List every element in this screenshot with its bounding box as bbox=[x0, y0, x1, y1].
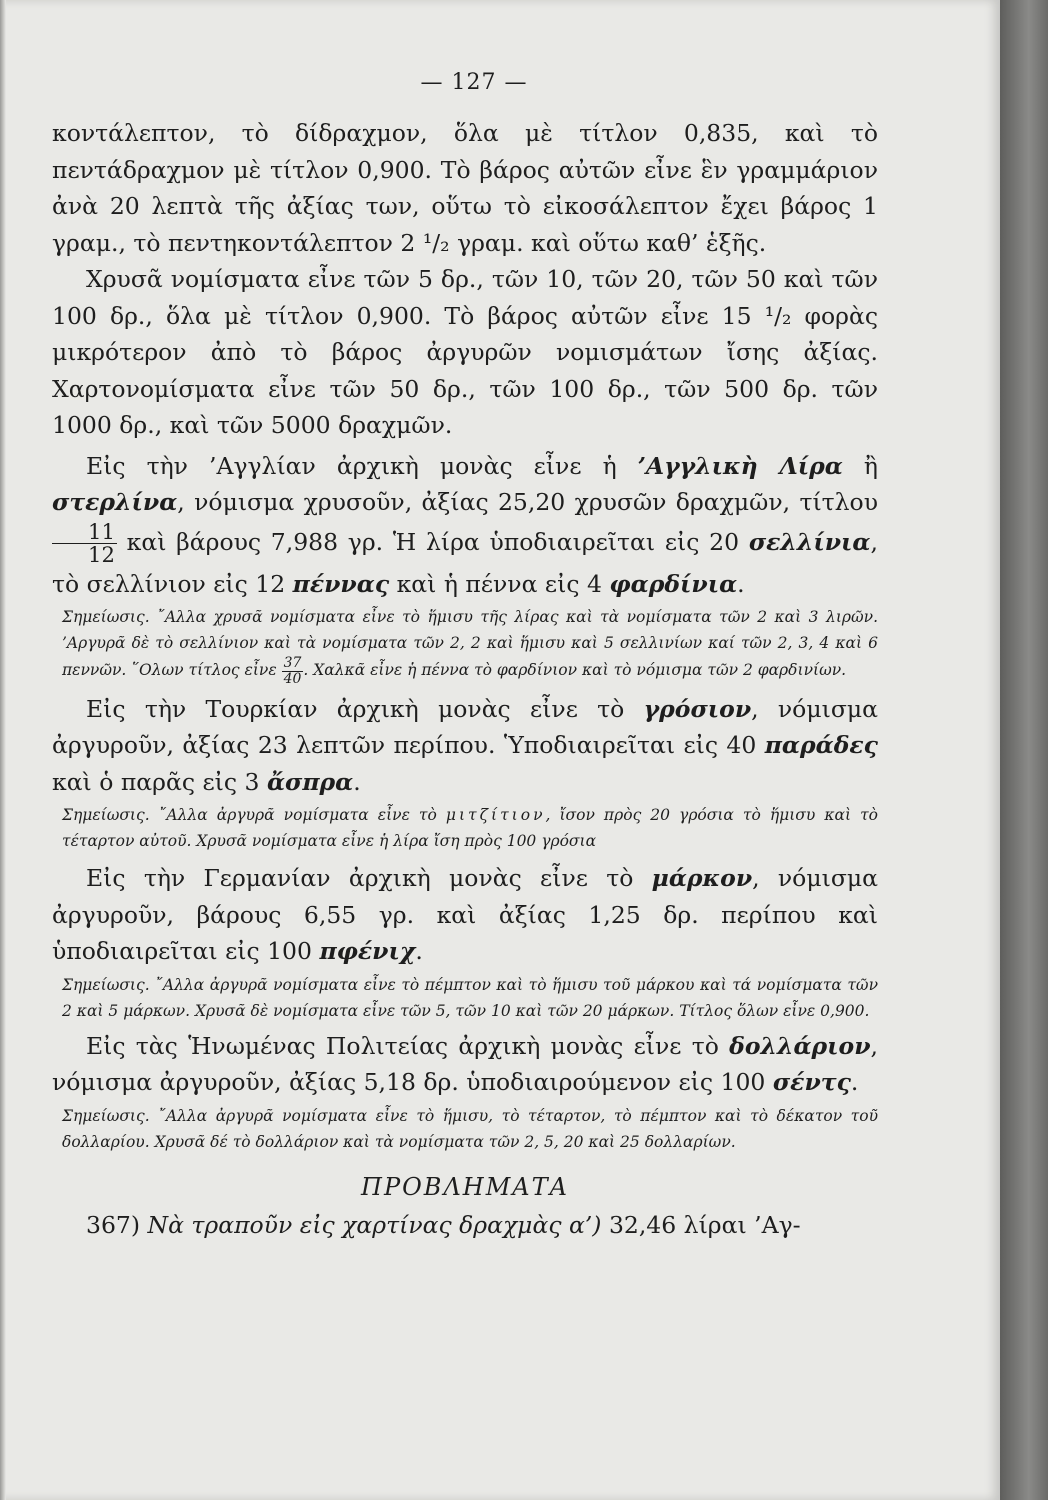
page-number: — 127 — bbox=[420, 70, 528, 95]
term-mark: μάρκον bbox=[651, 864, 753, 893]
term-shillings: σελλίνια bbox=[748, 527, 871, 556]
note-usa: Σημείωσις. ῎Αλλα ἀργυρᾶ νομίσματα εἶνε τὸ ἥμισυ, τὸ τέταρτον, τὸ πέμπτον καὶ τὸ δέκατον τοῦ δολλαρίου. Χρυσᾶ δέ τὸ δολλάριον καὶ τὰ νομίσματα τῶν 2, 5, 20 καὶ 25 δολλαρίων. bbox=[62, 1106, 878, 1151]
problem-367: 367) Νὰ τραποῦν εἰς χαρτίνας δραχμὰς α’) 32,46 λίραι ’Αγ- bbox=[86, 1210, 801, 1239]
term-aspra: ἄσπρα bbox=[266, 767, 354, 796]
paragraph-england: Εἰς τὴν ’Αγγλίαν ἀρχικὴ μονὰς εἶνε ἡ ’Αγγλικὴ Λίρα ἢ στερλίνα, νόμισμα χρυσοῦν, ἀξίας 25,20 χρυσῶν δραχμῶν, τίτλου $\frac{11}{12}$ καὶ βάρους 7,988 γρ. Ἡ λίρα ὑποδιαιρεῖται εἰς 20 σελλίνια, τὸ σελλίνιον εἰς 12 πέννας καὶ ἡ πέννα εἰς 4 φαρδίνια. bbox=[52, 451, 878, 598]
paragraph-turkey: Εἰς τὴν Τουρκίαν ἀρχικὴ μονὰς εἶνε τὸ γρόσιον, νόμισμα ἀργυροῦν, ἀξίας 23 λεπτῶν περίπου. Ὑποδιαιρεῖται εἰς 40 παράδες καὶ ὁ παρᾶς εἰς 3 ἄσπρα. bbox=[52, 694, 878, 796]
paragraph-silver-coins: κοντάλεπτον, τὸ δίδραχμον, ὅλα μὲ τίτλον 0,835, καὶ τὸ πεντάδραχμον μὲ τίτλον 0,900. Τὸ βάρος αὐτῶν εἶνε ἓν γραμμάριον ἀνὰ 20 λεπτὰ τῆς ἀξίας των, οὕτω τὸ εἰκοσάλεπτον ἔχει βάρος 1 γραμ., τὸ πεντηκοντάλεπτον 2 ¹/₂ γραμ. καὶ οὕτω καθ’ ἑξῆς. bbox=[52, 119, 878, 257]
page-content bbox=[52, 70, 878, 1243]
term-pfennig: πφένιχ bbox=[319, 937, 416, 966]
term-dollar: δολλάριον bbox=[729, 1031, 871, 1060]
term-pence: πέννας bbox=[292, 569, 390, 598]
note-england: Σημείωσις. ῎Αλλα χρυσᾶ νομίσματα εἶνε τὸ ἥμισυ τῆς λίρας καὶ τὰ νομίσματα τῶν 2 καὶ 3 λιρῶν. ’Αργυρᾶ δὲ τὸ σελλίνιον καὶ τὰ νομίσματα τῶν 2, 2 καὶ ἥμισυ καὶ 5 σελλινίων καί τῶν 2, 3, 4 καὶ 6 πεννῶν. ῞Ολων τίτλος εἶνε $\frac{37}{40}$ . Χαλκᾶ εἶνε ἡ πέννα τὸ φαρδίνιον καὶ τὸ νόμισμα τῶν 2 φαρδινίων. bbox=[62, 608, 878, 688]
term-english-pound: ’Αγγλικὴ Λίρα bbox=[637, 451, 843, 480]
paragraph-gold-coins: Χρυσᾶ νομίσματα εἶνε τῶν 5 δρ., τῶν 10, τῶν 20, τῶν 50 καὶ τῶν 100 δρ., ὅλα μὲ τίτλον 0,900. Τὸ βάρος αὐτῶν εἶνε 15 ¹/₂ φορὰς μικρότερον ἀπὸ τὸ βάρος ἀργυρῶν νομισμάτων ἴσης ἀξίας. Χαρτονομίσματα εἶνε τῶν 50 δρ., τῶν 100 δρ., τῶν 500 δρ. τῶν 1000 δρ., καὶ τῶν 5000 δραχμῶν. bbox=[52, 265, 878, 439]
term-farthings: φαρδίνια bbox=[609, 569, 738, 598]
page-gutter bbox=[0, 0, 6, 1500]
note-fraction: $\frac{37}{40}$ bbox=[283, 655, 302, 688]
note-germany: Σημείωσις. ῎Αλλα ἀργυρᾶ νομίσματα εἶνε τὸ πέμπτον καὶ τὸ ἥμισυ τοῦ μάρκου καὶ τά νομίσματα τῶν 2 καὶ 5 μάρκων. Χρυσᾶ δὲ νομίσματα εἶνε τῶν 5, τῶν 10 καὶ τῶν 20 μάρκων. Τίτλος ὅλων εἶνε 0,900. bbox=[62, 975, 878, 1020]
term-sterling: στερλίνα bbox=[52, 488, 178, 516]
term-cents: σέντς bbox=[772, 1068, 851, 1097]
term-parades: παράδες bbox=[764, 731, 878, 760]
paragraph-germany: Εἰς τὴν Γερμανίαν ἀρχικὴ μονὰς εἶνε τὸ μάρκον, νόμισμα ἀργυροῦν, βάρους 6,55 γρ. καὶ ἀξίας 1,25 δρ. περίπου καὶ ὑποδιαιρεῖται εἰς 100 πφένιχ. bbox=[52, 864, 878, 966]
page-edge bbox=[1000, 0, 1048, 1500]
note-turkey: Σημείωσις. ῎Αλλα ἀργυρᾶ νομίσματα εἶνε τὸ μιτζίτιον, ἴσον πρὸς 20 γρόσια τὸ ἥμισυ καὶ τὸ τέταρτον αὐτοῦ. Χρυσᾶ νομίσματα εἶνε ἡ λίρα ἴση πρὸς 100 γρόσια bbox=[62, 806, 879, 851]
term-grosion: γρόσιον bbox=[643, 694, 752, 723]
fineness-fraction: $\frac{11}{12}$ bbox=[52, 521, 117, 566]
section-title-problems: ΠΡΟΒΛΗΜΑΤΑ bbox=[361, 1172, 569, 1201]
paragraph-usa: Εἰς τὰς Ἡνωμένας Πολιτείας ἀρχικὴ μονὰς εἶνε τὸ δολλάριον, νόμισμα ἀργυροῦν, ἀξίας 5,18 δρ. ὑποδιαιρούμενον εἰς 100 σέντς. bbox=[52, 1031, 878, 1097]
